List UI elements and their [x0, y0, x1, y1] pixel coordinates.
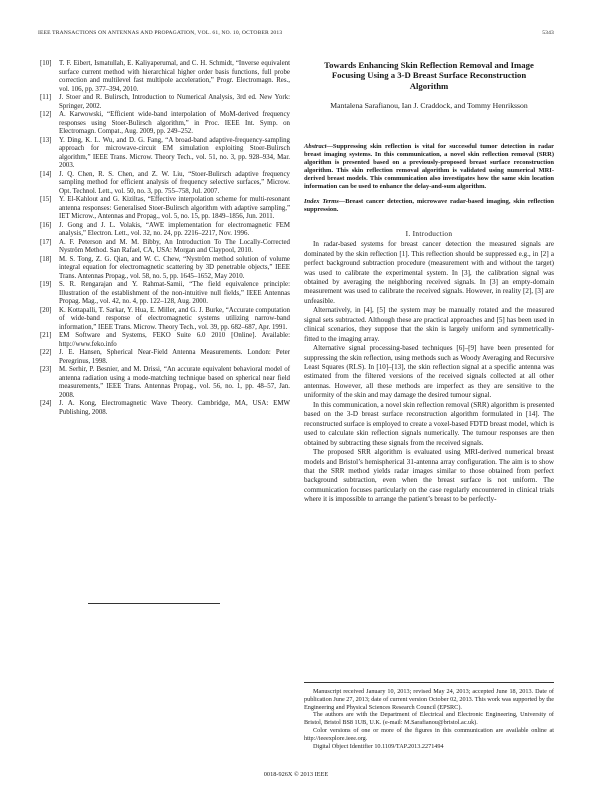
reference-item	[40, 171, 290, 197]
reference-text: Y. Ding, K. L. Wu, and D. G. Fang, “A broad-band adaptive-frequency-sampling approach for microwave-circuit EM simulation exploiting Stoer-Bulirsch algorithm,” IEEE Trans. Microw. Theory Tech., vol. 51, no. 3, pp. 928–934, Mar. 2003.	[59, 136, 290, 169]
reference-text: J. Stoer and R. Bulirsch, Introduction to Numerical Analysis, 3rd ed. New York: Springer, 2002.	[59, 94, 290, 110]
reference-number: [11]	[40, 94, 52, 101]
index-terms	[304, 198, 554, 214]
column-end-rule	[88, 603, 220, 604]
reference-number: [16]	[40, 221, 52, 229]
body-paragraph: In radar-based systems for breast cancer detection the measured signals are dominated by the skin reflection [1]. This reflection should be suppressed e.g., in [2] a perfect background subtraction procedure (measurement with and without the target) was used to calibrate the experimental system. In [3], the calibration signal was obtained by averaging the neighboring received signals. In [3] an empty-domain measurement was used to calibrate the received signals. However, in reality [2], [3] are unfeasible.	[304, 240, 554, 305]
journal-title: IEEE TRANSACTIONS ON ANTENNAS AND PROPAGATION, VOL. 61, NO. 10, OCTOBER 2013	[38, 30, 283, 36]
body-paragraph: The proposed SRR algorithm is evaluated using MRI-derived numerical breast models and Bristol’s hemispherical 31-antenna array configuration. The aim is to show that the SRR method yields radar images similar to those obtained from perfect background subtraction, even when the breast surface is not uniform. The communication focuses particularly on the case regularly encountered in clinical trials where it is impossible to arrange the patient’s breast to be perfectly-	[304, 448, 554, 504]
page-number: 5343	[542, 30, 554, 36]
reference-item	[40, 60, 290, 94]
footnote-rule	[304, 682, 554, 683]
reference-text: M. Serhir, P. Besnier, and M. Drissi, “An accurate equivalent behavioral model of antenna radiation using a mode-matching technique based on spherical near field measurements,” IEEE Trans. Antennas Propag., vol. 56, no. 1, pp. 48–57, Jan. 2008.	[59, 366, 290, 399]
reference-item	[40, 196, 290, 222]
reference-number: [20]	[40, 306, 52, 314]
author-list: Mantalena Sarafianou, Ian J. Craddock, and Tommy Henriksson	[330, 100, 528, 110]
reference-number: [23]	[40, 366, 52, 373]
reference-text: K. Kottapalli, T. Sarkar, Y. Hua, E. Miller, and G. J. Burke, “Accurate computation of wide-band response of electromagnetic systems utilizing narrow-band information,” IEEE Trans. Microw. Theory Tech., vol. 39, pp. 682–687, Apr. 1991.	[59, 306, 290, 331]
reference-item	[40, 332, 290, 349]
reference-item	[40, 239, 290, 256]
reference-number: [17]	[40, 238, 52, 246]
reference-number: [18]	[40, 255, 52, 263]
reference-text: J. Gong and J. L. Volakis, “AWE implementation for electromagnetic FEM analysis,” Electron. Lett., vol. 32, no. 24, pp. 2216–2217, Nov. 1996.	[59, 221, 290, 237]
reference-item	[40, 400, 290, 417]
reference-text: J. E. Hansen, Spherical Near-Field Antenna Measurements. London: Peter Peregrinus, 1998.	[59, 349, 290, 365]
body-paragraph: Alternative signal processing-based techniques [6]–[9] have been presented for suppressing the skin reflection, using methods such as Woody Averaging and Recursive Least Squares (RLS). In [10]–[13], the skin reflection signal at a specific antenna was estimated from the filtered versions of the received signals collected at all other antennas. However, all these methods are imperfect as they are sensitive to the uniformity of the skin and may damage the desired tumour signal.	[304, 344, 554, 400]
reference-item	[40, 94, 290, 111]
reference-item	[40, 281, 290, 307]
reference-item	[40, 222, 290, 239]
body-paragraph: Alternatively, in [4], [5] the system may be manually rotated and the measured signal sets subtracted. Although these are practical approaches and [5] has been used in clinical scenarios, they suppose that the skin is largely uniform and symmetrically-fitted to the imaging array.	[304, 306, 554, 343]
running-header	[38, 30, 554, 36]
reference-number: [21]	[40, 332, 52, 339]
references-column	[40, 60, 290, 417]
reference-number: [10]	[40, 60, 52, 67]
reference-text: A. F. Peterson and M. M. Bibby, An Introduction To The Locally-Corrected Nyström Method. San Rafael, CA, USA: Morgan and Claypool, 2010.	[59, 238, 290, 254]
article-column	[304, 60, 554, 505]
abstract-text: —Suppressing skin reflection is vital for successful tumor detection in radar breast imaging systems. In this communication, a novel skin reflection removal (SRR) algorithm is presented based on a previously-proposed breast surface reconstruction algorithm. This skin reflection removal algorithm is validated using numerical MRI-derived breast models. This communication also investigates how the same skin location information can be used to enhance the delay-and-sum algorithm.	[304, 142, 554, 191]
index-terms-text: —Breast cancer detection, microwave radar-based imaging, skin reflection suppression.	[304, 197, 554, 214]
footnote-affiliation: The authors are with the Department of Electrical and Electronic Engineering, University of Bristol, Bristol BS8 1UB, U.K. (e-mail: M.Sarafianou@bristol.ac.uk).	[304, 711, 554, 727]
reference-item	[40, 111, 290, 137]
reference-number: [19]	[40, 281, 52, 288]
index-terms-label: Index Terms	[304, 197, 339, 205]
section-heading: I. Introduction	[405, 229, 453, 239]
reference-text: M. S. Tong, Z. G. Qian, and W. C. Chew, “Nyström method solution of volume integral equation for electromagnetic scattering by 3D penetrable objects,” IEEE Trans. Antennas Propag., vol. 58, no. 5, pp. 1645–1652, May 2010.	[59, 255, 290, 280]
reference-item	[40, 137, 290, 171]
reference-item	[40, 307, 290, 333]
reference-number: [13]	[40, 136, 52, 144]
article-title: Towards Enhancing Skin Reflection Removal and Image Focusing Using a 3-D Breast Surface Reconstruction Algorithm	[324, 60, 534, 91]
reference-text: T. F. Eibert, Ismatullah, E. Kaliyaperumal, and C. H. Schmidt, “Inverse equivalent surface current method with hierarchical higher order basis functions, full probe correction and multilevel fast multipole acceleration,” Progr. Electromagn. Res., vol. 106, pp. 377–394, 2010.	[59, 60, 290, 93]
footnote-doi: Digital Object Identifier 10.1109/TAP.2013.2271494	[313, 742, 444, 750]
reference-text: A. Karwowski, “Efficient wide-band interpolation of MoM-derived frequency responses using Stoer-Bulirsch algorithm,” in Proc. IEEE Int. Symp. on Electromagn. Compat., Aug. 2009, pp. 249–252.	[59, 111, 290, 135]
reference-item	[40, 366, 290, 400]
footnote-manuscript: Manuscript received January 10, 2013; revised May 24, 2013; accepted June 18, 2013. Date of publication June 27, 2013; date of current version October 02, 2013. This work was supported by the Engineering and Physical Sciences Research Council (EPSRC).	[304, 688, 554, 711]
reference-text: J. A. Kong, Electromagnetic Wave Theory. Cambridge, MA, USA: EMW Publishing, 2008.	[59, 400, 290, 416]
reference-number: [12]	[40, 111, 52, 118]
reference-text: EM Software and Systems, FEKO Suite 6.0 2010 [Online]. Available: http://www.feko.info	[59, 332, 290, 348]
copyright-footer: 0018-926X © 2013 IEEE	[263, 771, 329, 778]
reference-item	[40, 256, 290, 282]
footnote-color-versions: Color versions of one or more of the figures in this communication are available online at http://ieeexplore.ieee.org.	[304, 726, 554, 742]
abstract-label: Abstract	[304, 142, 327, 150]
reference-text: Y. El-Kahlout and G. Kiziltas, “Effective interpolation scheme for multi-resonant antenna responses: Generalised Stoer-Bulirsch algorithm with adaptive sampling,” IET Microw., Antennas and Propag., vol. 5, no. 15, pp. 1849–1856, Jun. 2011.	[59, 196, 290, 220]
abstract	[304, 143, 554, 192]
reference-item	[40, 349, 290, 366]
reference-text: J. Q. Chen, R. S. Chen, and Z. W. Liu, “Stoer-Bulirsch adaptive frequency sampling method for efficient analysis of frequency selective surfaces,” Microw. Opt. Technol. Lett., vol. 50, no. 3, pp. 755–758, Jul. 2007.	[59, 170, 290, 195]
reference-number: [14]	[40, 170, 52, 178]
footnotes	[304, 688, 554, 750]
reference-text: S. R. Rengarajan and Y. Rahmat-Samii, “The field equivalence principle: Illustration of the establishment of the non-intuitive null fields,” IEEE Antennas Propag. Mag., vol. 42, no. 4, pp. 122–128, Aug. 2000.	[59, 281, 290, 305]
body-paragraph: In this communication, a novel skin reflection removal (SRR) algorithm is presented based on the 3-D breast surface reconstruction algorithm formulated in [14]. The reconstructed surface is employed to create a voxel-based FDTD breast model, which is used to calculate skin reflection signals numerically. The tumour responses are then obtained by subtracting these signals from the received signals.	[304, 400, 554, 447]
reference-number: [15]	[40, 196, 52, 203]
reference-number: [24]	[40, 400, 52, 407]
reference-number: [22]	[40, 349, 52, 356]
